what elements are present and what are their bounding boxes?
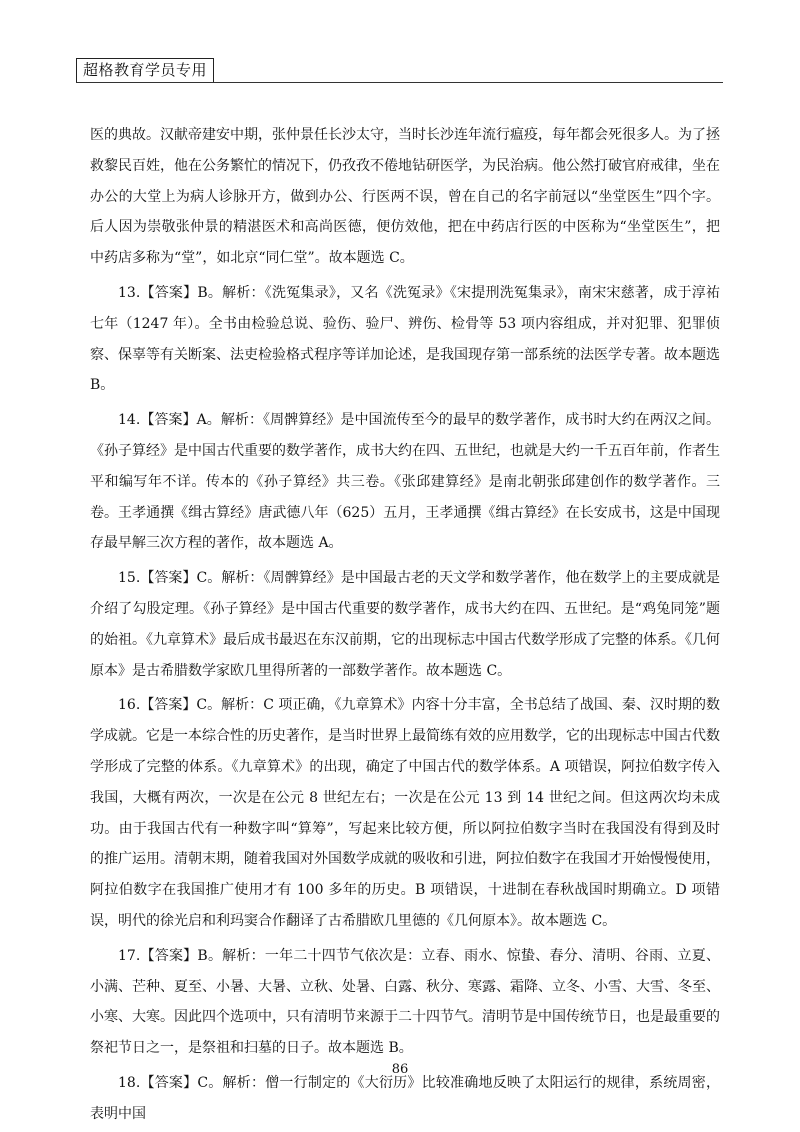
answer-18 <box>90 1068 720 1130</box>
paragraph-12-continued <box>90 120 720 274</box>
page-body <box>90 120 720 1130</box>
answer-text: C。解析：C 项正确，《九章算术》内容十分丰富，全书总结了战国、秦、汉时期的数学成就。它是一本综合性的历史著作，是当时世界上最简练有效的应用数学，它的出现标志中国古代数学形成了完整的体系。《九章算术》的出现，确定了中国古代的数学体系。A 项错误，阿拉伯数字传入我国，大概有两次，一次是在公元 8 世纪左右；一次是在公元 13 到 14 世纪之间。但这两次均未成功。由于我国古代有一种数字叫“算筹”，写起来比较方便，所以阿拉伯数字当时在我国没有得到及时的推广运用。清朝末期，随着我国对外国数学成就的吸收和引进，阿拉伯数字在我国才开始慢慢使用，阿拉伯数字在我国推广使用才有 100 多年的历史。B 项错误，十进制在春秋战国时期确立。D 项错误，明代的徐光启和利玛窦合作翻译了古希腊欧几里德的《几何原本》。故本题选 C。 <box>90 697 721 929</box>
answer-prefix: 13.【答案】 <box>118 284 198 301</box>
answer-13 <box>90 278 720 401</box>
answer-14 <box>90 405 720 559</box>
answer-text: B。解析：《洗冤集录》，又名《洗冤录》《宋提刑洗冤集录》，南宋宋慈著，成于淳祐七年（1247 年）。全书由检验总说、验伤、验尸、辨伤、检骨等 53 项内容组成，并对犯罪、犯罪侦察、保辜等有关断案、法吏检验格式程序等详加论述，是我国现存第一部系统的法医学专著。故本题选 B。 <box>90 284 721 394</box>
answer-prefix: 14.【答案】 <box>118 412 197 429</box>
answer-17 <box>90 941 720 1064</box>
answer-text: A。解析：《周髀算经》是中国流传至今的最早的数学著作，成书时大约在两汉之间。《孙子算经》是中国古代重要的数学著作，成书大约在四、五世纪，也就是大约一千五百年前，作者生平和编写年不详。传本的《孙子算经》共三卷。《张邱建算经》是南北朝张邱建创作的数学著作。三卷。王孝通撰《缉古算经》唐武德八年（625）五月，王孝通撰《缉古算经》在长安成书，这是中国现存最早解三次方程的著作，故本题选 A。 <box>90 412 720 552</box>
answer-text: C。解析：僧一行制定的《大衍历》比较准确地反映了太阳运行的规律，系统周密，表明中国 <box>90 1074 721 1122</box>
answer-15 <box>90 563 720 686</box>
answer-prefix: 18.【答案】 <box>118 1074 198 1091</box>
answer-text: C。解析：《周髀算经》是中国最古老的天文学和数学著作，他在数学上的主要成就是介绍了勾股定理。《孙子算经》是中国古代重要的数学著作，成书大约在四、五世纪。是“鸡兔同笼”题的始祖。《九章算术》最后成书最迟在东汉前期，它的出现标志中国古代数学形成了完整的体系。《几何原本》是古希腊数学家欧几里得所著的一部数学著作。故本题选 C。 <box>90 570 721 679</box>
answer-prefix: 16.【答案】 <box>118 697 197 714</box>
answer-text: B。解析：一年二十四节气依次是：立春、雨水、惊蛰、春分、清明、谷雨、立夏、小满、芒种、夏至、小暑、大暑、立秋、处暑、白露、秋分、寒露、霜降、立冬、小雪、大雪、冬至、小寒、大寒。因此四个选项中，只有清明节来源于二十四节气。清明节是中国传统节日，也是最重要的祭祀节日之一，是祭祖和扫墓的日子。故本题选 B。 <box>90 947 720 1057</box>
answer-16 <box>90 690 720 936</box>
header-label: 超格教育学员专用 <box>76 58 214 83</box>
answer-prefix: 15.【答案】 <box>118 570 197 587</box>
paragraph-text: 医的典故。汉献帝建安中期，张仲景任长沙太守，当时长沙连年流行瘟疫，每年都会死很多人。为了拯救黎民百姓，他在公务繁忙的情况下，仍孜孜不倦地钻研医学，为民治病。他公然打破官府戒律，坐在办公的大堂上为病人诊脉开方，做到办公、行医两不误，曾在自己的名字前冠以“坐堂医生”四个字。后人因为崇敬张仲景的精湛医术和高尚医德，便仿效他，把在中药店行医的中医称为“坐堂医生”，把中药店多称为“堂”，如北京“同仁堂”。故本题选 C。 <box>90 127 720 267</box>
answer-prefix: 17.【答案】 <box>118 947 198 964</box>
header-divider <box>76 82 723 83</box>
page-number: 86 <box>391 1062 409 1077</box>
